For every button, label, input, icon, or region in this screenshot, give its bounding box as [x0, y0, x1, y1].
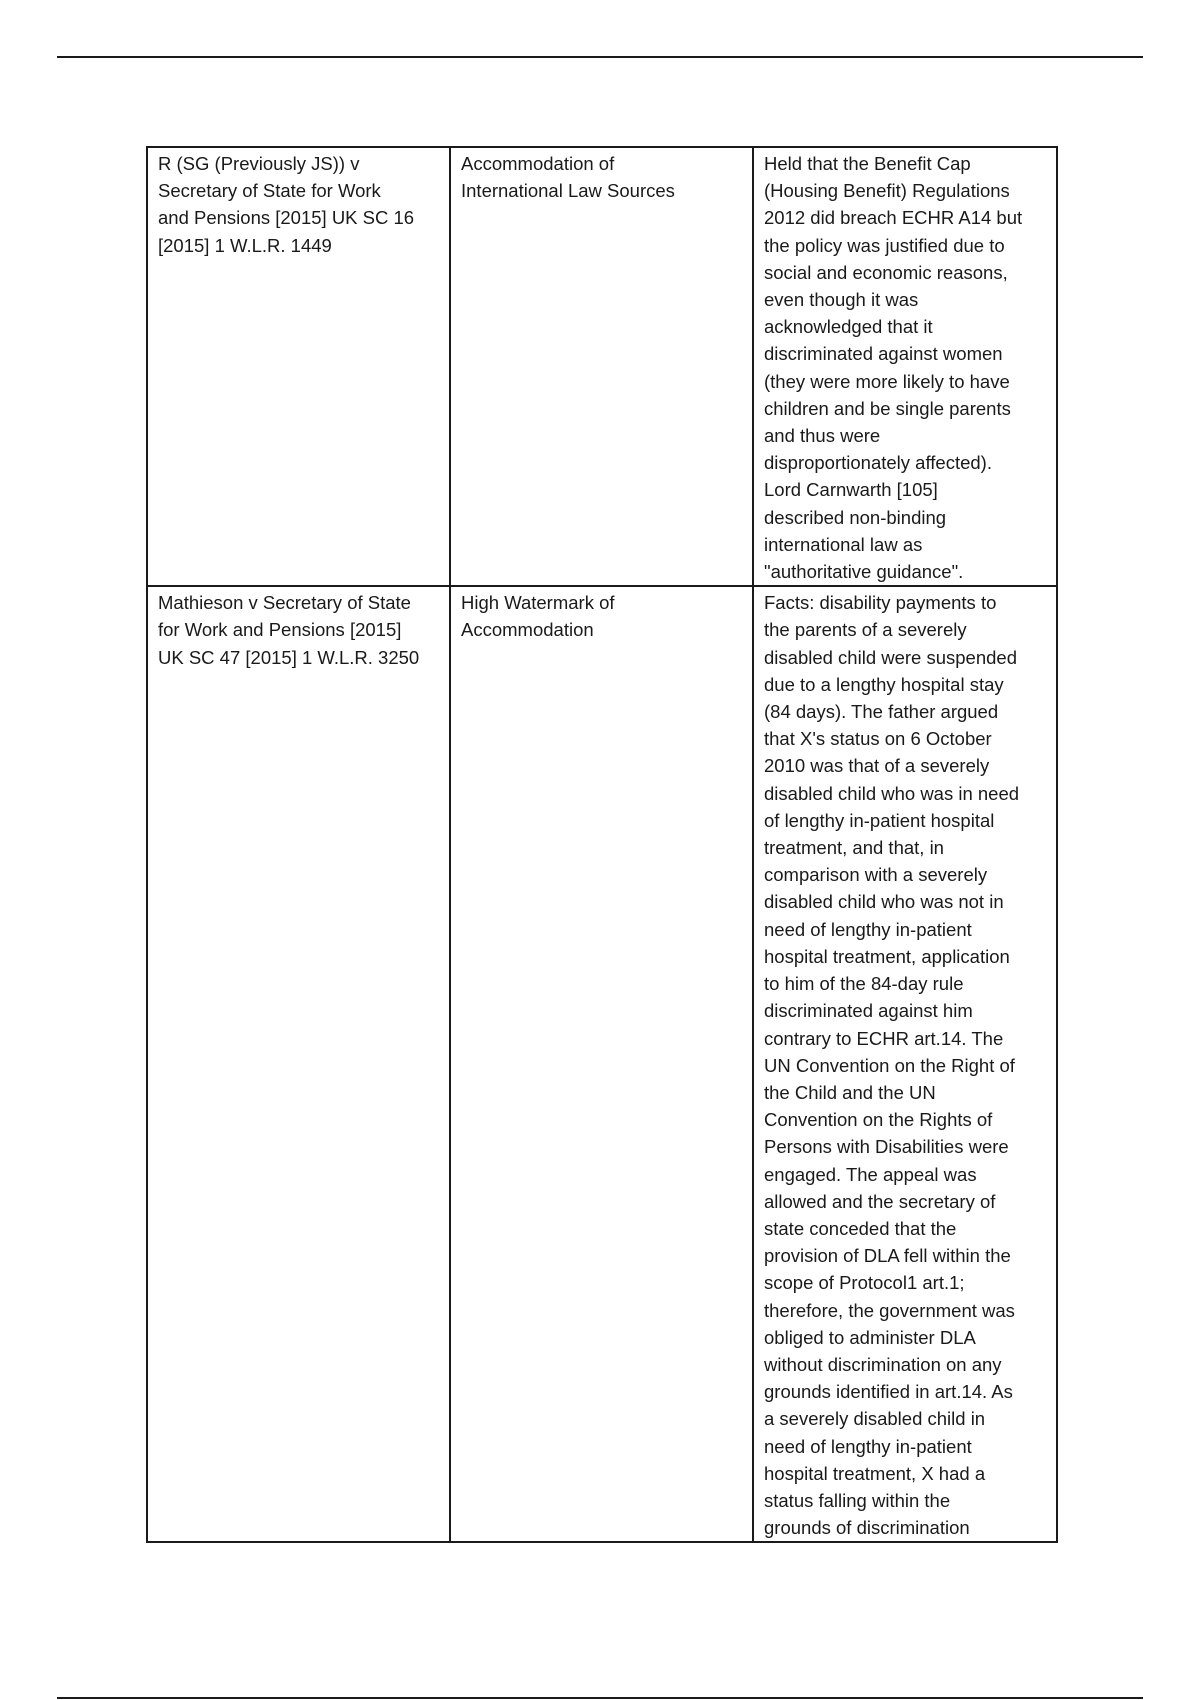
case-table [146, 146, 1058, 1543]
case-citation-cell: Mathieson v Secretary of State for Work and Pensions [2015] UK SC 47 [2015] 1 W.L.R. 3250 [147, 586, 450, 1542]
case-citation-cell: R (SG (Previously JS)) v Secretary of State for Work and Pensions [2015] UK SC 16 [2015] 1 W.L.R. 1449 [147, 147, 450, 586]
table-row [147, 147, 1057, 586]
case-topic-cell: High Watermark of Accommodation [450, 586, 753, 1542]
table-row [147, 586, 1057, 1542]
footer-rule [57, 1697, 1143, 1699]
case-topic-cell: Accommodation of International Law Sources [450, 147, 753, 586]
header-rule [57, 56, 1143, 58]
case-summary-cell: Facts: disability payments to the parents of a severely disabled child were suspended due to a lengthy hospital stay (84 days). The father argued that X's status on 6 October 2010 was that of a severely disabled child who was in need of lengthy in-patient hospital treatment, and that, in comparison with a severely disabled child who was not in need of lengthy in-patient hospital treatment, application to him of the 84-day rule discriminated against him contrary to ECHR art.14. The UN Convention on the Right of the Child and the UN Convention on the Rights of Persons with Disabilities were engaged. The appeal was allowed and the secretary of state conceded that the provision of DLA fell within the scope of Protocol1 art.1; therefore, the government was obliged to administer DLA without discrimination on any grounds identified in art.14. As a severely disabled child in need of lengthy in-patient hospital treatment, X had a status falling within the grounds of discrimination [753, 586, 1057, 1542]
case-summary-cell: Held that the Benefit Cap (Housing Benefit) Regulations 2012 did breach ECHR A14 but the policy was justified due to social and economic reasons, even though it was acknowledged that it discriminated against women (they were more likely to have children and be single parents and thus were disproportionately affected). Lord Carnwarth [105] described non-binding international law as "authoritative guidance". [753, 147, 1057, 586]
